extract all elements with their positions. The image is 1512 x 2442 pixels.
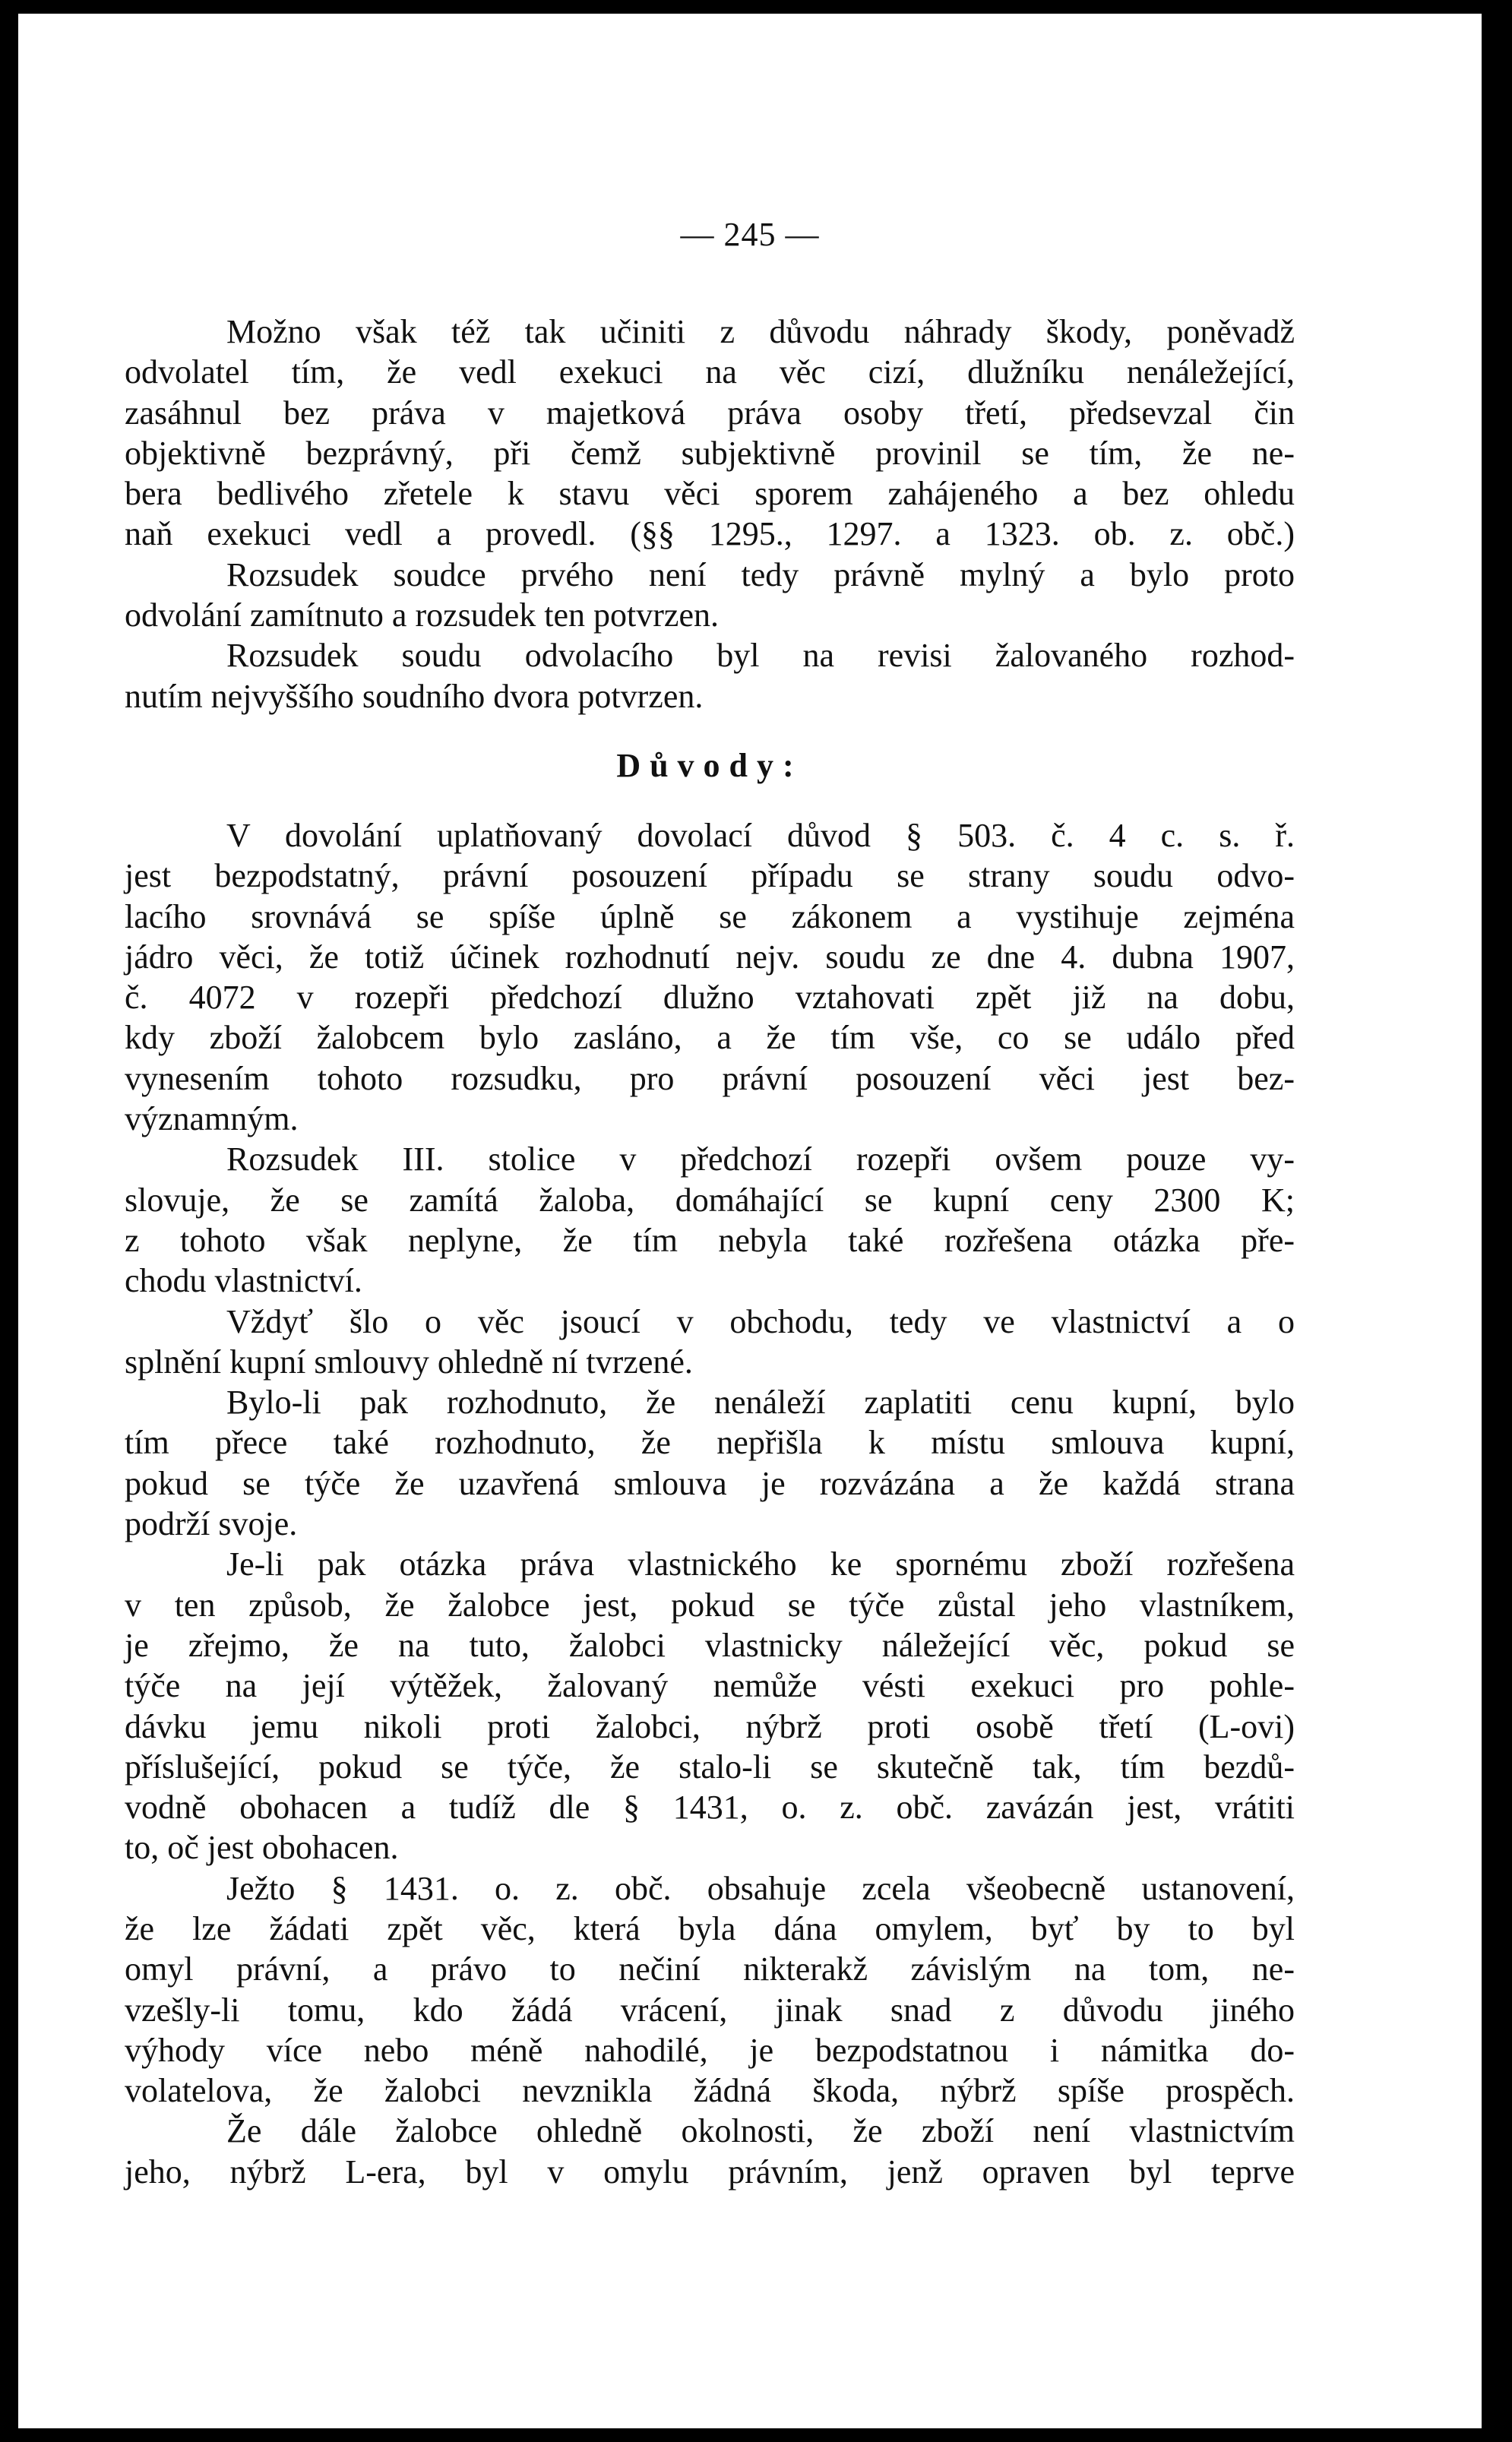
text-line: jádro věci, že totiž účinek rozhodnutí nejv. soudu ze dne 4. dubna 1907, [125,938,1295,976]
text-line: tím přece také rozhodnuto, že nepřišla k místu smlouva kupní, [125,1424,1295,1462]
text-line: je zřejmo, že na tuto, žalobci vlastnicky náležející věc, pokud se [125,1626,1295,1664]
text-line: dávku jemu nikoli proti žalobci, nýbrž proti osobě třetí (L-ovi) [125,1707,1295,1745]
text-line: týče na její výtěžek, žalovaný nemůže vésti exekuci pro pohle- [125,1667,1295,1705]
text-line: Je-li pak otázka práva vlastnického ke spornému zboží rozřešena [226,1545,1295,1583]
text-line: odvolatel tím, že vedl exekuci na věc cizí, dlužníku nenáležející, [125,353,1295,391]
text-line: vodně obohacen a tudíž dle § 1431, o. z. obč. zavázán jest, vrátiti [125,1789,1295,1827]
body-text [125,312,1295,2192]
text-line: naň exekuci vedl a provedl. (§§ 1295., 1297. a 1323. ob. z. obč.) [125,515,1295,553]
text-line: Rozsudek soudce prvého není tedy právně mylný a bylo proto [226,555,1295,593]
text-line: omyl právní, a právo to nečiní nikterakž závislým na tom, ne- [125,1950,1295,1988]
text-line: z tohoto však neplyne, že tím nebyla také rozřešena otázka pře- [125,1221,1295,1259]
text-line: Bylo-li pak rozhodnuto, že nenáleží zaplatiti cenu kupní, bylo [226,1384,1295,1422]
text-line: Možno však též tak učiniti z důvodu náhrady škody, poněvadž [226,313,1295,350]
text-line: zasáhnul bez práva v majetková práva osoby třetí, předsevzal čin [125,394,1295,432]
text-line: splnění kupní smlouvy ohledně ní tvrzené. [125,1343,693,1381]
text-line: Ježto § 1431. o. z. obč. obsahuje zcela všeobecně ustanovení, [226,1869,1295,1907]
text-line: chodu vlastnictví. [125,1262,362,1300]
page-number: — 245 — [680,216,820,253]
text-line: Vždyť šlo o věc jsoucí v obchodu, tedy ve vlastnictví a o [226,1302,1295,1340]
text-line: podrží svoje. [125,1505,298,1543]
text-line: objektivně bezprávný, při čemž subjektivně provinil se tím, že ne- [125,434,1295,472]
document-page [18,14,1482,2428]
text-line: Že dále žalobce ohledně okolnosti, že zboží není vlastnictvím [226,2112,1295,2150]
text-line: pokud se týče že uzavřená smlouva je rozvázána a že každá strana [125,1464,1295,1502]
text-line: že lze žádati zpět věc, která byla dána omylem, byť by to byl [125,1909,1295,1947]
text-line: výhody více nebo méně nahodilé, je bezpodstatnou i námitka do- [125,2031,1295,2069]
scan-edge [1482,0,1512,2442]
text-line: volatelova, že žalobci nevznikla žádná škoda, nýbrž spíše prospěch. [125,2072,1295,2110]
text-line: v ten způsob, že žalobce jest, pokud se týče zůstal jeho vlastníkem, [125,1586,1295,1624]
text-line: jeho, nýbrž L-era, byl v omylu právním, jenž opraven byl teprve [125,2153,1295,2191]
text-line: vynesením tohoto rozsudku, pro právní posouzení věci jest bez- [125,1059,1295,1097]
text-line: nutím nejvyššího soudního dvora potvrzen. [125,677,704,715]
section-heading: Důvody: [616,746,803,784]
text-line: Rozsudek III. stolice v předchozí rozepři ovšem pouze vy- [226,1140,1295,1178]
text-line: lacího srovnává se spíše úplně se zákonem a vystihuje zejména [125,897,1295,935]
text-line: významným. [125,1100,299,1138]
text-line: to, oč jest obohacen. [125,1829,399,1867]
text-line: Rozsudek soudu odvolacího byl na revisi žalovaného rozhod- [226,637,1295,675]
text-line: jest bezpodstatný, právní posouzení případu se strany soudu odvo- [125,857,1295,895]
text-line: slovuje, že se zamítá žaloba, domáhající se kupní ceny 2300 K; [125,1181,1295,1219]
text-line: č. 4072 v rozepři předchozí dlužno vztahovati zpět již na dobu, [125,979,1295,1017]
text-line: odvolání zamítnuto a rozsudek ten potvrzen. [125,596,719,634]
text-line: V dovolání uplatňovaný dovolací důvod § 503. č. 4 c. s. ř. [226,816,1295,854]
text-line: bera bedlivého zřetele k stavu věci sporem zahájeného a bez ohledu [125,475,1295,513]
text-line: příslušející, pokud se týče, že stalo-li se skutečně tak, tím bezdů- [125,1748,1295,1786]
text-line: vzešly-li tomu, kdo žádá vrácení, jinak snad z důvodu jiného [125,1991,1295,2029]
text-line: kdy zboží žalobcem bylo zasláno, a že tím vše, co se událo před [125,1019,1295,1057]
